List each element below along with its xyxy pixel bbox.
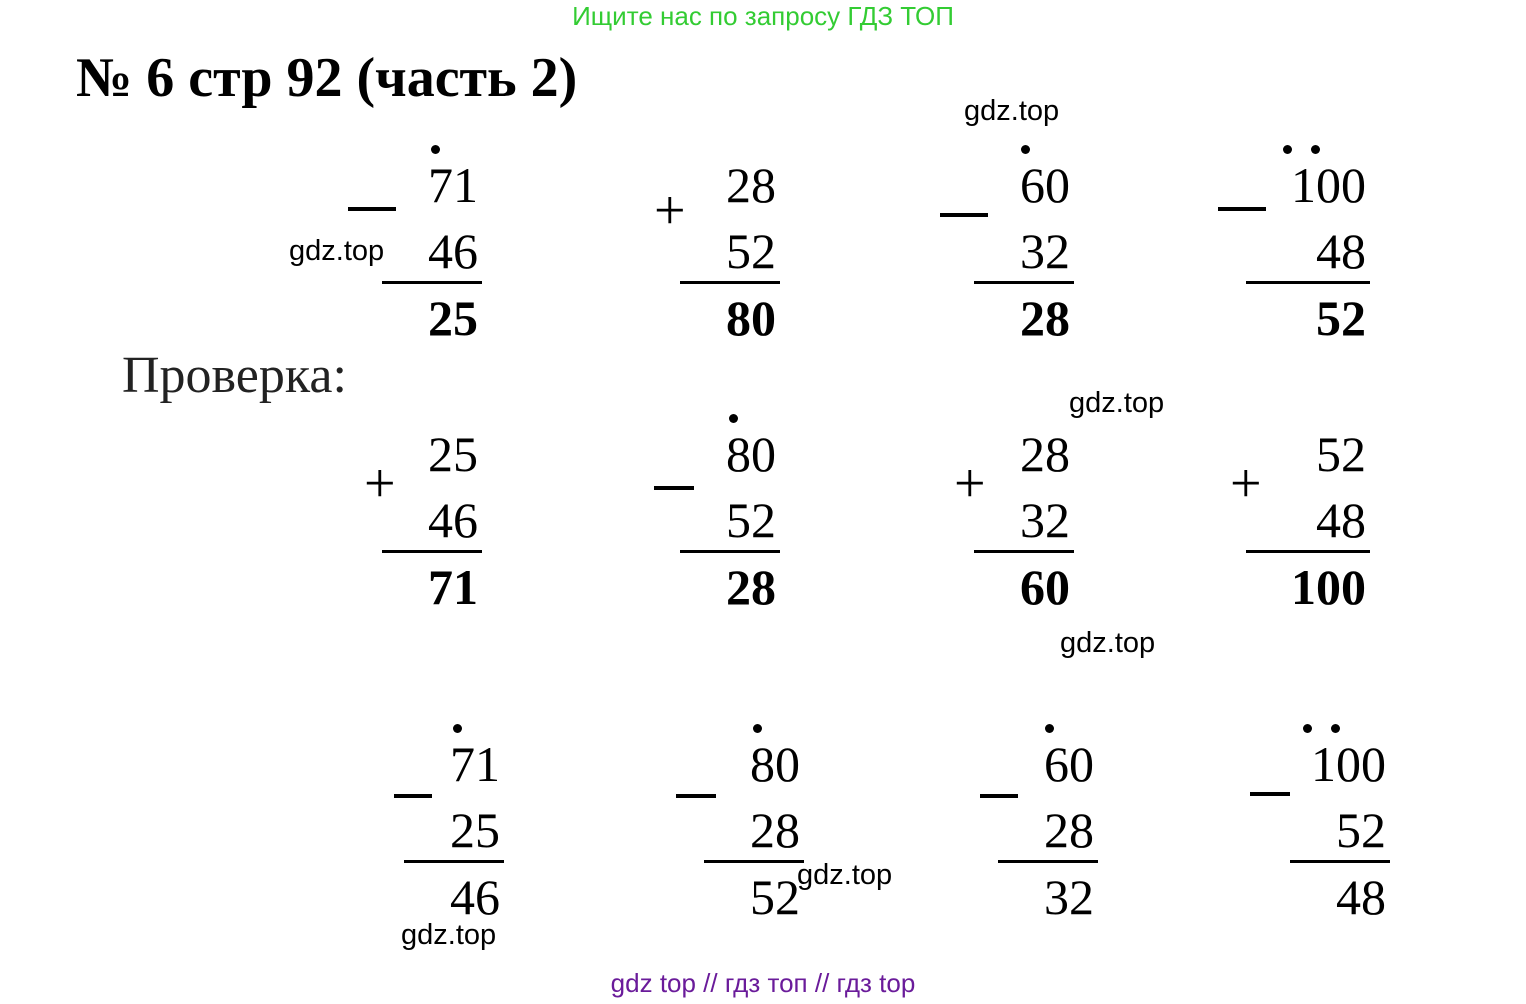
example-3-4 — [1276, 736, 1386, 936]
result-line — [974, 281, 1074, 284]
watermark: gdz.top — [1060, 627, 1156, 659]
subtrahend: 32 — [1020, 223, 1070, 279]
subtrahend: 46 — [428, 223, 478, 279]
result: 100 — [1291, 559, 1366, 615]
result-line — [404, 860, 504, 863]
example-1-3 — [960, 157, 1070, 357]
borrow-dot — [1331, 724, 1340, 733]
borrow-dot — [1311, 145, 1320, 154]
example-3-2 — [690, 736, 800, 936]
example-2-3 — [954, 426, 1070, 626]
minuend: 100 — [1311, 736, 1386, 792]
result: 28 — [726, 559, 776, 615]
borrow-dot — [1021, 145, 1030, 154]
watermark: gdz.top — [401, 919, 497, 951]
result-line — [680, 550, 780, 553]
minus-sign — [676, 794, 716, 798]
result: 32 — [1044, 869, 1094, 925]
addend-1: 52 — [1316, 426, 1366, 482]
example-3-1 — [390, 736, 500, 936]
minus-sign — [980, 794, 1018, 798]
addend-2: 52 — [726, 223, 776, 279]
result-line — [974, 550, 1074, 553]
plus-sign: + — [954, 453, 986, 515]
example-2-4 — [1230, 426, 1366, 626]
subtrahend: 28 — [1044, 802, 1094, 858]
addend-1: 25 — [428, 426, 478, 482]
result: 48 — [1336, 869, 1386, 925]
example-3-3 — [984, 736, 1094, 936]
subtrahend: 52 — [1336, 802, 1386, 858]
result: 52 — [1316, 290, 1366, 346]
page-title: № 6 стр 92 (часть 2) — [76, 47, 578, 109]
borrow-dot — [1283, 145, 1292, 154]
result: 80 — [726, 290, 776, 346]
example-2-1 — [364, 426, 478, 626]
addend-2: 48 — [1316, 492, 1366, 548]
footer: gdz top // гдз топ // гдз top — [610, 968, 916, 998]
borrow-dot — [453, 724, 462, 733]
result: 71 — [428, 559, 478, 615]
borrow-dot — [729, 414, 738, 423]
watermark: gdz.top — [289, 235, 385, 267]
plus-sign: + — [364, 453, 396, 515]
minus-sign — [348, 207, 396, 211]
minuend: 80 — [750, 736, 800, 792]
addend-2: 46 — [428, 492, 478, 548]
borrow-dot — [753, 724, 762, 733]
minus-sign — [394, 794, 432, 798]
result-line — [382, 550, 482, 553]
minuend: 80 — [726, 426, 776, 482]
result-line — [704, 860, 804, 863]
example-2-2 — [666, 426, 776, 626]
check-label: Проверка: — [122, 347, 347, 404]
result-line — [680, 281, 780, 284]
result: 52 — [750, 869, 800, 925]
minuend: 71 — [450, 736, 500, 792]
borrow-dot — [1045, 724, 1054, 733]
result: 28 — [1020, 290, 1070, 346]
result-line — [1246, 550, 1370, 553]
addend-1: 28 — [726, 157, 776, 213]
result: 25 — [428, 290, 478, 346]
result: 46 — [450, 869, 500, 925]
example-1-2 — [654, 157, 776, 357]
result-line — [998, 860, 1098, 863]
example-1-4 — [1256, 157, 1366, 357]
subtrahend: 25 — [450, 802, 500, 858]
result-line — [1290, 860, 1390, 863]
top-banner: Ищите нас по запросу ГДЗ ТОП — [572, 1, 954, 31]
addend-2: 32 — [1020, 492, 1070, 548]
minus-sign — [654, 486, 694, 490]
watermark: gdz.top — [964, 95, 1060, 127]
minuend: 60 — [1020, 157, 1070, 213]
minuend: 71 — [428, 157, 478, 213]
borrow-dot — [431, 145, 440, 154]
result-line — [1246, 281, 1370, 284]
minuend: 100 — [1291, 157, 1366, 213]
addend-1: 28 — [1020, 426, 1070, 482]
result: 60 — [1020, 559, 1070, 615]
subtrahend: 52 — [726, 492, 776, 548]
watermark: gdz.top — [1069, 387, 1165, 419]
borrow-dot — [1303, 724, 1312, 733]
watermark: gdz.top — [797, 859, 893, 891]
plus-sign: + — [654, 180, 686, 242]
minus-sign — [940, 213, 988, 217]
example-1-1 — [368, 157, 478, 357]
minus-sign — [1218, 207, 1266, 211]
result-line — [382, 281, 482, 284]
minuend: 60 — [1044, 736, 1094, 792]
plus-sign: + — [1230, 453, 1262, 515]
subtrahend: 28 — [750, 802, 800, 858]
minus-sign — [1250, 792, 1290, 796]
subtrahend: 48 — [1316, 223, 1366, 279]
